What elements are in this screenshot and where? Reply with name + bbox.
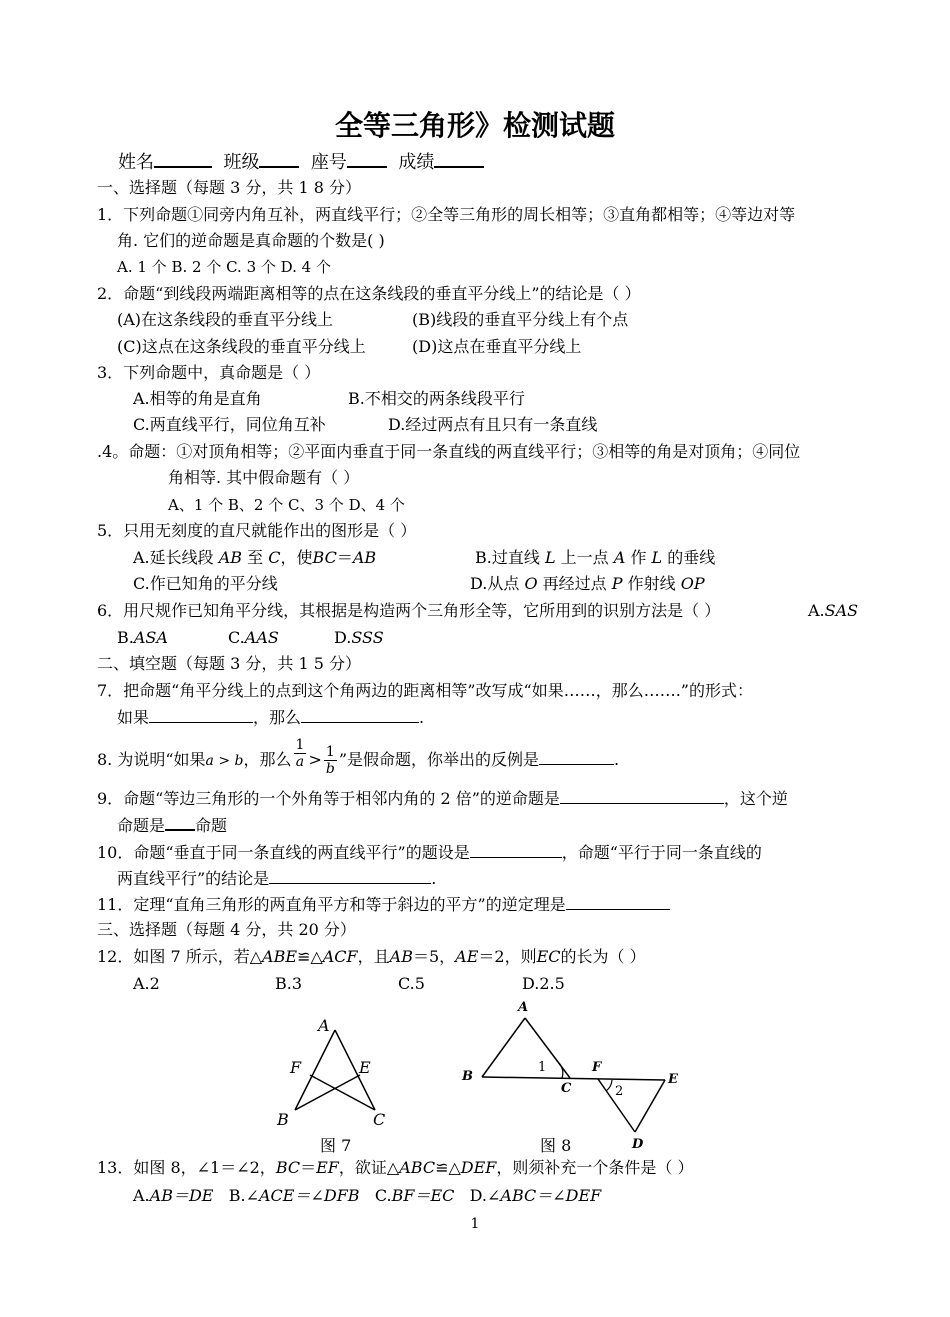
section-3-heading: 三、选择题（每题 4 分，共 20 分）	[97, 920, 356, 939]
q10-line2-text: 两直线平行”的结论是	[117, 869, 270, 888]
q13-options	[133, 1186, 601, 1206]
q13-post: ，则须补充一个条件是（ ）	[496, 1158, 694, 1177]
q6-b-prefix: B.	[117, 628, 134, 647]
q4-line2: 角相等. 其中假命题有（ ）	[168, 468, 360, 487]
q6-option-d	[334, 628, 384, 648]
seat-blank	[347, 150, 387, 168]
q10-line2: 两直线平行”的结论是 .	[117, 869, 437, 888]
q12-line1	[97, 947, 646, 967]
q10-blank-1	[470, 842, 562, 858]
q5-b-l: L	[544, 548, 556, 567]
q5-b-text: B.过直线	[475, 548, 540, 567]
q6-line1: 6．用尺规作已知角平分线，其根据是构造两个三角形全等，它所用到的识别方法是（ ）	[97, 601, 721, 620]
fig8-label-c: C	[561, 1081, 572, 1096]
fig8-line-ac	[525, 1018, 570, 1078]
q6-c-text: AAS	[244, 628, 279, 647]
q8-pre-text: 8. 为说明“如果	[97, 750, 206, 769]
q8-fraction-2	[324, 744, 337, 777]
q12-eq2: ＝2，则	[478, 947, 537, 966]
fig7-label-f: F	[290, 1058, 302, 1077]
q6-d-prefix: D.	[334, 628, 352, 647]
fig7-line-fc	[310, 1075, 375, 1110]
q12-mid: ，且	[357, 947, 390, 966]
q10-text: 10．命题“垂直于同一条直线的两直线平行”的题设是	[97, 843, 470, 862]
q10-text-end: ，命题“平行于同一条直线的	[561, 843, 762, 862]
q5-option-d	[470, 574, 705, 594]
q6-option-c	[228, 628, 279, 648]
q12-option-b: B.3	[275, 974, 303, 993]
q5-d-mid: 再经过点	[542, 574, 607, 593]
q6-option-b	[117, 628, 168, 648]
fig7-label-b: B	[277, 1110, 289, 1129]
q13-eq: ＝	[300, 1158, 317, 1177]
q9-line2-end: 命题	[195, 816, 228, 835]
q7-line1: 7．把命题“角平分线上的点到这个角两边的距离相等”改写成“如果……，那么…….”的形式：	[97, 681, 753, 700]
q6-option-a	[808, 601, 858, 621]
fig8-label-angle-2: 2	[615, 1084, 624, 1099]
q1-line2: 角. 它们的逆命题是真命题的个数是( )	[117, 231, 385, 250]
q7-then-text: ，那么	[253, 708, 302, 727]
fig8-line-be	[482, 1077, 665, 1080]
q5-b-a: A	[613, 548, 626, 567]
q9-line2-pre: 命题是	[117, 816, 166, 835]
q5-d-o: O	[524, 574, 538, 593]
score-blank	[434, 150, 484, 168]
q5-b-end: 的垂线	[667, 548, 716, 567]
q6-a-prefix: A.	[808, 601, 825, 620]
class-label: 班级	[223, 152, 260, 173]
page-title: 全等三角形》检测试题	[334, 109, 615, 142]
q7-line2: 如果 ，那么 .	[117, 708, 425, 727]
fig8-line-ba	[482, 1018, 525, 1077]
q10-line1	[97, 842, 762, 863]
q5-a-bc: BC	[312, 548, 337, 567]
q5-d-p: P	[611, 574, 623, 593]
q12-eq5: ＝5，	[412, 947, 456, 966]
q11-text: 11．定理“直角三角形的两直角平方和等于斜边的平方”的逆定理是	[97, 895, 566, 914]
q3-option-b: B.不相交的两条线段平行	[348, 389, 525, 408]
q12-ec: EC	[536, 947, 561, 966]
figure-8	[460, 1000, 700, 1140]
q12-cong: ≌△	[297, 947, 323, 966]
q13-line1	[97, 1158, 694, 1178]
fig8-line-de	[635, 1080, 665, 1132]
q6-b-text: ASA	[133, 628, 168, 647]
q13-bc: BC	[275, 1158, 301, 1177]
q13-c-text: BF＝EC	[391, 1186, 455, 1205]
q4-options: A、1 个 B、2 个 C、3 个 D、4 个	[168, 496, 405, 514]
q2-option-b: (B)线段的垂直平分线上有个点	[412, 310, 629, 329]
fig7-label-e: E	[359, 1058, 371, 1077]
q5-a-text: A.延长线段	[133, 548, 214, 567]
q3-option-a: A.相等的角是直角	[133, 389, 262, 408]
q8-frac2-den: b	[325, 761, 335, 777]
q8-frac1-den: a	[295, 754, 305, 770]
q11-blank	[566, 894, 670, 910]
q9-text-end: ，这个逆	[723, 789, 788, 808]
q9-text: 9．命题“等边三角形的一个外角等于相邻内角的 2 倍”的逆命题是	[97, 789, 560, 808]
q5-d-op: OP	[680, 574, 705, 593]
fig8-caption: 图 8	[540, 1136, 572, 1155]
q8-fraction-1	[294, 737, 307, 770]
student-info-line	[118, 148, 484, 174]
q13-cong: ≌△	[435, 1158, 461, 1177]
q8-blank	[539, 749, 614, 765]
section-2-heading: 二、填空题（每题 3 分，共 1 5 分）	[97, 654, 361, 673]
q5-a-mid2: ，使	[280, 548, 313, 567]
name-label: 姓名	[118, 152, 154, 173]
q9-line1	[97, 788, 788, 809]
q12-option-c: C.5	[398, 974, 425, 993]
q3-option-d: D.经过两点有且只有一条直线	[388, 415, 598, 434]
q7-if-text: 如果	[117, 708, 150, 727]
q5-b-mid2: 作	[630, 548, 647, 567]
q8-post-text: ”是假命题，你举出的反例是	[338, 750, 539, 769]
q5-b-mid: 上一点	[560, 548, 609, 567]
q8-gt: >	[308, 750, 322, 769]
name-blank	[154, 150, 212, 168]
q1-options: A. 1 个 B. 2 个 C. 3 个 D. 4 个	[117, 258, 331, 276]
q12-option-d: D.2.5	[522, 974, 565, 993]
q5-a-c: C	[268, 548, 281, 567]
q12-ae: AE	[455, 947, 479, 966]
q7-blank-1	[149, 707, 253, 723]
q8-frac1-num: 1	[295, 737, 305, 753]
q10-blank-2	[269, 868, 431, 884]
q5-a-ab: AB	[218, 548, 243, 567]
class-blank	[259, 150, 299, 168]
q7-blank-2	[301, 707, 419, 723]
q3-option-c: C.两直线平行，同位角互补	[133, 415, 326, 434]
fig8-label-d: D	[632, 1137, 644, 1152]
q13-ef: EF	[316, 1158, 339, 1177]
fig7-line-eb	[295, 1075, 360, 1110]
q3-line1: 3．下列命题中，真命题是（ ）	[97, 363, 321, 382]
page-number: 1	[470, 1216, 480, 1232]
q13-a-prefix: A.	[133, 1186, 150, 1205]
q12-option-a: A.2	[133, 974, 160, 993]
q12-abe: ABE	[262, 947, 298, 966]
q5-a-eq: ＝	[336, 548, 353, 567]
q13-pre: 13．如图 8，∠1＝∠2，	[97, 1158, 276, 1177]
q5-option-b	[475, 548, 715, 568]
fig8-label-a: A	[518, 1000, 529, 1015]
q5-d-text: D.从点	[470, 574, 520, 593]
fig7-label-c: C	[373, 1110, 386, 1129]
q12-pre: 12．如图 7 所示，若△	[97, 947, 263, 966]
q2-option-d: (D)这点在垂直平分线上	[412, 337, 582, 356]
fig8-angle-1-arc	[558, 1062, 563, 1078]
q8-line: 8. 为说明“如果a > b，那么 $\frac{1}{a}$ > $\frac{1}{b}$ ”是假命题，你举出的反例是 .	[97, 737, 620, 777]
q2-option-c: (C)这点在这条线段的垂直平分线上	[117, 337, 366, 356]
q5-option-c: C.作已知角的平分线	[133, 574, 278, 593]
q12-acf: ACF	[322, 947, 358, 966]
fig8-label-b: B	[462, 1069, 473, 1084]
q13-mid: ，欲证△	[338, 1158, 400, 1177]
q9-blank-1	[560, 788, 724, 804]
fig8-angle-2-arc	[606, 1080, 612, 1091]
q8-frac2-num: 1	[324, 744, 337, 761]
q6-d-text: SSS	[351, 628, 384, 647]
q5-a-ab2: AB	[352, 548, 377, 567]
seat-label: 座号	[310, 152, 347, 173]
q13-def: DEF	[460, 1158, 497, 1177]
section-1-heading: 一、选择题（每题 3 分，共 1 8 分）	[97, 178, 361, 197]
q13-b-text: ACE＝∠DFB	[258, 1186, 360, 1205]
q13-d-text: ABC＝∠DEF	[500, 1186, 602, 1205]
q8-mid-text: ，那么	[243, 750, 292, 769]
q13-abc: ABC	[399, 1158, 436, 1177]
q5-line1: 5．只用无刻度的直尺就能作出的图形是（ ）	[97, 521, 417, 540]
q5-d-mid2: 作射线	[627, 574, 676, 593]
fig7-caption: 图 7	[320, 1136, 352, 1155]
q2-option-a: (A)在这条线段的垂直平分线上	[117, 310, 334, 329]
q1-line1: 1．下列命题①同旁内角互补，两直线平行；②全等三角形的周长相等；③直角都相等；④等边对等	[97, 205, 796, 224]
q12-ab: AB	[389, 947, 413, 966]
q8-condition: a > b	[205, 753, 244, 769]
q11-line1	[97, 894, 670, 915]
fig7-label-a: A	[318, 1016, 330, 1035]
q6-c-prefix: C.	[228, 628, 245, 647]
q13-b-prefix: B.∠	[228, 1186, 259, 1205]
q2-line1: 2．命题“到线段两端距离相等的点在这条线段的垂直平分线上”的结论是（ ）	[97, 284, 641, 303]
fig8-label-angle-1: 1	[538, 1060, 547, 1075]
q5-a-mid: 至	[247, 548, 264, 567]
q5-b-l2: L	[651, 548, 663, 567]
fig8-label-f: F	[592, 1060, 602, 1075]
q5-option-a	[133, 548, 376, 568]
q6-a-text: SAS	[824, 601, 859, 620]
fig8-label-e: E	[668, 1072, 678, 1087]
q9-line2	[117, 814, 227, 836]
q13-c-prefix: C.	[374, 1186, 392, 1205]
q13-a-text: AB＝DE	[149, 1186, 214, 1205]
q12-post: 的长为（ ）	[560, 947, 646, 966]
q4-line1: .4。命题：①对顶角相等；②平面内垂直于同一条直线的两直线平行；③相等的角是对顶角；④同位	[97, 442, 801, 461]
q13-d-prefix: D.∠	[469, 1186, 501, 1205]
q9-blank-2	[165, 814, 195, 831]
score-label: 成绩	[398, 152, 435, 173]
